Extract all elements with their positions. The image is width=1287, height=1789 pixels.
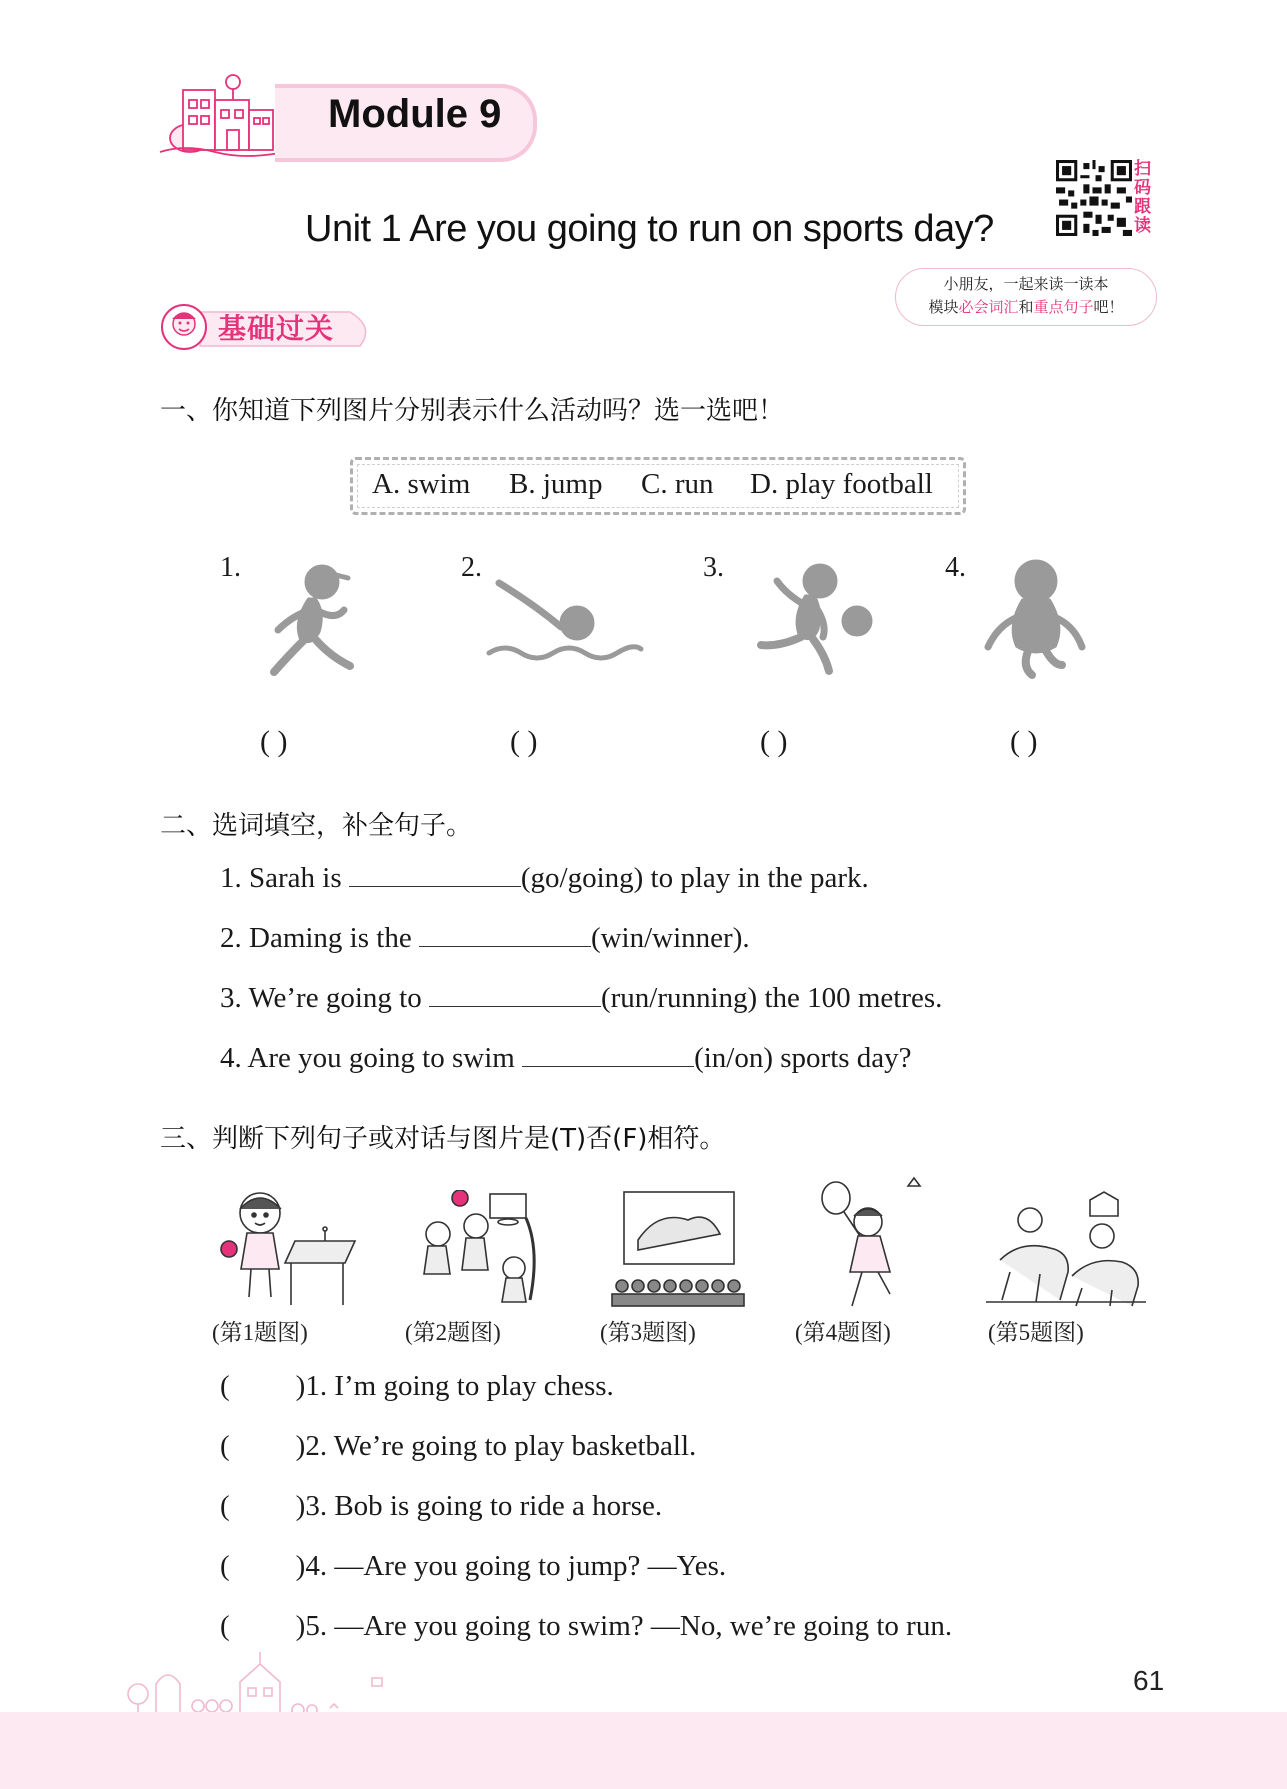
picture-caption-1: (第1题图)	[212, 1320, 308, 1345]
picture-number-2: 2.	[461, 552, 482, 583]
part3-heading: 三、判断下列句子或对话与图片是(T)否(F)相符。	[160, 1124, 726, 1154]
girl-table-tennis-picture	[215, 1185, 360, 1310]
girl-badminton-picture	[808, 1176, 938, 1310]
answer-blank-2[interactable]: ( )	[510, 725, 538, 758]
school-building-illustration	[155, 60, 295, 165]
picture-caption-3: (第3题图)	[600, 1320, 696, 1345]
fill-sentence-4: 4. Are you going to swim (in/on) sports day?	[220, 1042, 912, 1074]
speech-bubble: 小朋友，一起来读一读本 模块必会词汇和重点句子吧！	[895, 268, 1157, 326]
picture-caption-5: (第5题图)	[988, 1320, 1084, 1345]
qr-scan-label: 扫 码 跟 读	[1134, 159, 1151, 236]
footer-town-decoration	[120, 1648, 400, 1718]
kids-basketball-picture	[410, 1190, 555, 1310]
fill-sentence-1: 1. Sarah is (go/going) to play in the park.	[220, 862, 869, 894]
judge-item-2: ( )2. We’re going to play basketball.	[220, 1430, 697, 1462]
running-figure-icon	[240, 560, 380, 690]
judge-answer-2[interactable]: (	[220, 1430, 230, 1462]
option-b: B. jump	[509, 468, 603, 500]
picture-number-1: 1.	[220, 552, 241, 583]
answer-blank-3[interactable]: ( )	[760, 725, 788, 758]
fill-blank-1[interactable]	[349, 862, 521, 887]
fill-blank-3[interactable]	[429, 982, 601, 1007]
page-number: 61	[1133, 1665, 1165, 1696]
fill-sentence-3: 3. We’re going to (run/running) the 100 metres.	[220, 982, 943, 1014]
bottom-band	[0, 1712, 1287, 1789]
answer-blank-1[interactable]: ( )	[260, 725, 288, 758]
unit-title: Unit 1 Are you going to run on sports day?	[305, 208, 994, 250]
judge-item-4: ( )4. —Are you going to jump? —Yes.	[220, 1550, 727, 1582]
jumping-figure-icon	[970, 555, 1100, 685]
fill-sentence-2: 2. Daming is the (win/winner).	[220, 922, 750, 954]
judge-answer-1[interactable]: (	[220, 1370, 230, 1402]
judge-answer-3[interactable]: (	[220, 1490, 230, 1522]
option-c: C. run	[641, 468, 714, 500]
part1-heading: 一、你知道下列图片分别表示什么活动吗？选一选吧！	[160, 396, 785, 426]
swimming-figure-icon	[485, 565, 645, 675]
section-label: 基础过关	[218, 312, 335, 345]
judge-item-5: ( )5. —Are you going to swim? —No, we’re going to run.	[220, 1610, 953, 1642]
judge-answer-4[interactable]: (	[220, 1550, 230, 1582]
answer-blank-4[interactable]: ( )	[1010, 725, 1038, 758]
picture-number-4: 4.	[945, 552, 966, 583]
picture-number-3: 3.	[703, 552, 724, 583]
judge-item-1: ( )1. I’m going to play chess.	[220, 1370, 614, 1402]
picture-caption-2: (第2题图)	[405, 1320, 501, 1345]
cinema-picture	[608, 1190, 748, 1310]
football-figure-icon	[725, 555, 885, 685]
picture-caption-4: (第4题图)	[795, 1320, 891, 1345]
judge-answer-5[interactable]: (	[220, 1610, 230, 1642]
kids-riding-horses-picture	[980, 1190, 1152, 1310]
qr-code	[1056, 160, 1132, 236]
judge-item-3: ( )3. Bob is going to ride a horse.	[220, 1490, 663, 1522]
option-d: D. play football	[750, 468, 933, 500]
option-a: A. swim	[372, 468, 471, 500]
part2-heading: 二、选词填空，补全句子。	[160, 811, 473, 841]
fill-blank-2[interactable]	[419, 922, 591, 947]
fill-blank-4[interactable]	[522, 1042, 694, 1067]
module-title: Module 9	[328, 92, 502, 136]
